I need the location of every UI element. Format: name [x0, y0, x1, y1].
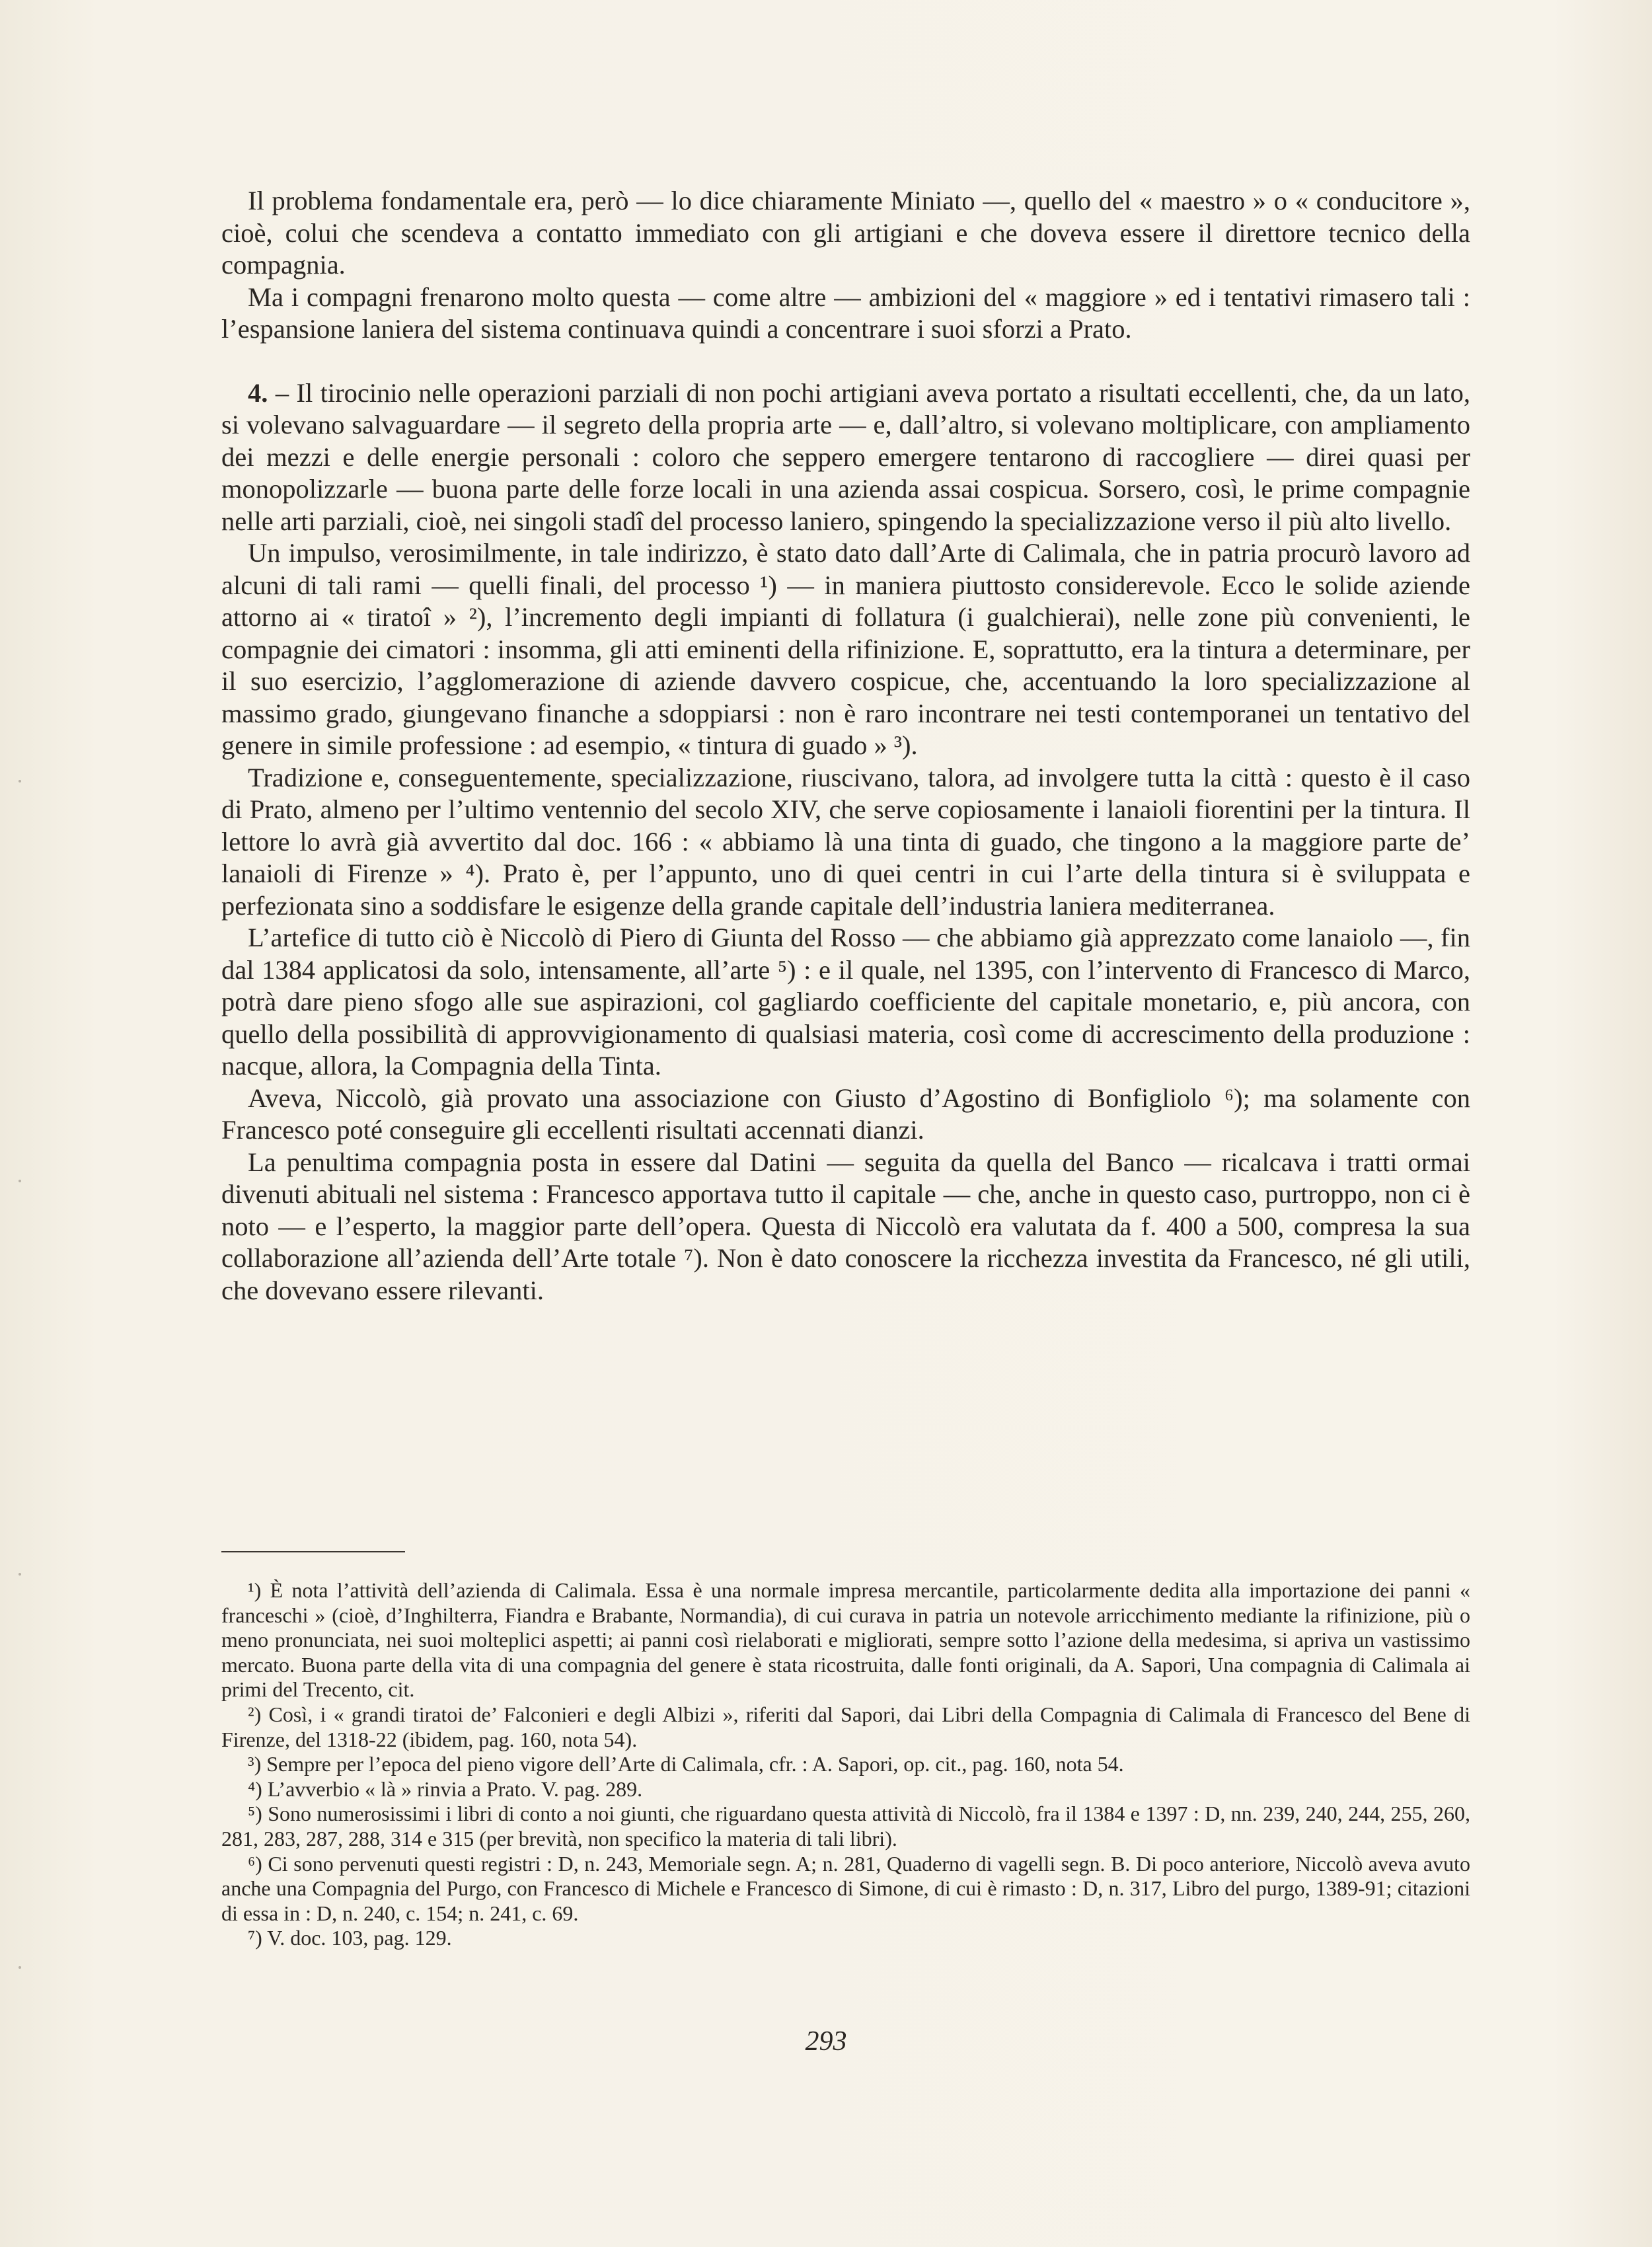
footnote-7: ⁷) V. doc. 103, pag. 129. — [248, 1926, 452, 1950]
binding-mark — [19, 780, 21, 782]
paragraph-7: Aveva, Niccolò, già provato una associazione con Giusto d’Agostino di Bonfigliolo ⁶); ma solamente con Francesco poté conseguire gli eccellenti risultati accennati dianzi. — [221, 1083, 1470, 1145]
page-number: 293 — [805, 2026, 847, 2057]
footnote-1: ¹) È nota l’attività dell’azienda di Calimala. Essa è una normale impresa mercantile, particolarmente dedita alla importazione dei panni « franceschi » (cioè, d’Inghilterra, Fiandra e Brabante, Normandia), di cui curava in patria un notevole arricchimento mediante la rifinizione, più o meno pronunciata, nei suoi molteplici aspetti; ai panni così rielaborati e migliorati, sempre sotto l’azione della medesima, si apriva un vastissimo mercato. Buona parte della vita di una compagnia del genere è stata ricostruita, dalle fonti originali, da A. Sapori, Una compagnia di Calimala ai primi del Trecento, cit. — [221, 1578, 1470, 1702]
main-text — [221, 185, 1470, 1307]
paragraph-2: Ma i compagni frenarono molto questa — come altre — ambizioni del « maggiore » ed i tentativi rimasero tali : l’espansione laniera del sistema continuava quindi a concentrare i suoi sforzi a Prato. — [221, 282, 1470, 344]
paragraph-6: L’artefice di tutto ciò è Niccolò di Piero di Giunta del Rosso — che abbiamo già apprezzato come lanaiolo —, fin dal 1384 applicatosi da solo, intensamente, all’arte ⁵) : e il quale, nel 1395, con l’intervento di Francesco di Marco, potrà dare pieno sfogo alle sue aspirazioni, col gagliardo coefficiente del capitale monetario, e, più ancora, con quello della possibilità di approvvigionamento di qualsiasi materia, così come di accrescimento della produzione : nacque, allora, la Compagnia della Tinta. — [221, 923, 1470, 1081]
paragraph-1: Il problema fondamentale era, però — lo dice chiaramente Miniato —, quello del « maestro » o « conducitore », cioè, colui che scendeva a contatto immediato con gli artigiani e che doveva essere il direttore tecnico della compagnia. — [221, 186, 1470, 280]
footnote-4: ⁴) L’avverbio « là » rinvia a Prato. V. pag. 289. — [248, 1776, 643, 1801]
binding-mark — [19, 1180, 21, 1182]
footnote-divider — [221, 1551, 405, 1552]
paragraph-3-text: – Il tirocinio nelle operazioni parziali di non pochi artigiani aveva portato a risultati eccellenti, che, da un lato, si volevano salvaguardare — il segreto della propria arte — e, dall’altro, si volevano moltiplicare, con ampliamento dei mezzi e delle energie personali : coloro che seppero emergere tentarono di raccogliere — direi quasi per monopolizzarle — buona parte delle forze locali in una azienda assai cospicua. Sorsero, così, le prime compagnie nelle arti parziali, cioè, nei singoli stadî del processo laniero, spingendo la specializzazione verso il più alto livello. — [221, 377, 1470, 536]
paragraph-3 — [221, 377, 1470, 538]
footnote-2: ²) Così, i « grandi tiratoi de’ Falconieri e degli Albizi », riferiti dal Sapori, dai Libri della Compagnia di Calimala di Francesco del Bene di Firenze, del 1318-22 (ibidem, pag. 160, nota 54). — [221, 1702, 1470, 1751]
footnote-5: ⁵) Sono numerosissimi i libri di conto a noi giunti, che riguardano questa attività di Niccolò, fra il 1384 e 1397 : D, nn. 239, 240, 244, 255, 260, 281, 283, 287, 288, 314 e 315 (per brevità, non specifico la materia di tali libri). — [221, 1802, 1470, 1850]
binding-mark — [19, 1966, 21, 1969]
footnote-3: ³) Sempre per l’epoca del pieno vigore dell’Arte di Calimala, cfr. : A. Sapori, op. cit., pag. 160, nota 54. — [248, 1752, 1124, 1776]
section-number: 4. — [248, 377, 268, 408]
paragraph-8: La penultima compagnia posta in essere dal Datini — seguita da quella del Banco — ricalcava i tratti ormai divenuti abituali nel sistema : Francesco apportava tutto il capitale — che, anche in questo caso, purtroppo, non ci è noto — e l’esperto, la maggior parte dell’opera. Questa di Niccolò era valutata da f. 400 a 500, compresa la sua collaborazione all’azienda dell’Arte totale ⁷). Non è dato conoscere la ricchezza investita da Francesco, né gli utili, che dovevano essere rilevanti. — [221, 1147, 1470, 1305]
paragraph-4: Un impulso, verosimilmente, in tale indirizzo, è stato dato dall’Arte di Calimala, che in patria procurò lavoro ad alcuni di tali rami — quelli finali, del processo ¹) — in maniera piuttosto considerevole. Ecco le solide aziende attorno ai « tiratoî » ²), l’incremento degli impianti di follatura (i gualchierai), nelle zone più convenienti, le compagnie dei cimatori : insomma, gli atti eminenti della rifinizione. E, soprattutto, era la tintura a determinare, per il suo esercizio, l’agglomerazione di aziende davvero cospicue, che, accentuando la loro specializzazione al massimo grado, giungevano finanche a sdoppiarsi : non è raro incontrare nei testi contemporanei un tentativo del genere in simile professione : ad esempio, « tintura di guado » ³). — [221, 538, 1470, 760]
paragraph-5: Tradizione e, conseguentemente, specializzazione, riuscivano, talora, ad involgere tutta la città : questo è il caso di Prato, almeno per l’ultimo ventennio del secolo XIV, che serve copiosamente i lanaioli fiorentini per la tintura. Il lettore lo avrà già avvertito dal doc. 166 : « abbiamo là una tinta di guado, che tingono a la maggiore parte de’ lanaioli di Firenze » ⁴). Prato è, per l’appunto, uno di quei centri in cui l’arte della tintura si è sviluppata e perfezionata sino a soddisfare le esigenze della grande capitale dell’industria laniera mediterranea. — [221, 762, 1470, 921]
footnote-6: ⁶) Ci sono pervenuti questi registri : D, n. 243, Memoriale segn. A; n. 281, Quaderno di vagelli segn. B. Di poco anteriore, Niccolò aveva avuto anche una Compagnia del Purgo, con Francesco di Michele e Francesco di Simone, di cui è rimasto : D, n. 317, Libro del purgo, 1389-91; citazioni di essa in : D, n. 240, c. 154; n. 241, c. 69. — [221, 1851, 1470, 1925]
binding-mark — [19, 1573, 21, 1576]
footnotes — [221, 1578, 1470, 1951]
